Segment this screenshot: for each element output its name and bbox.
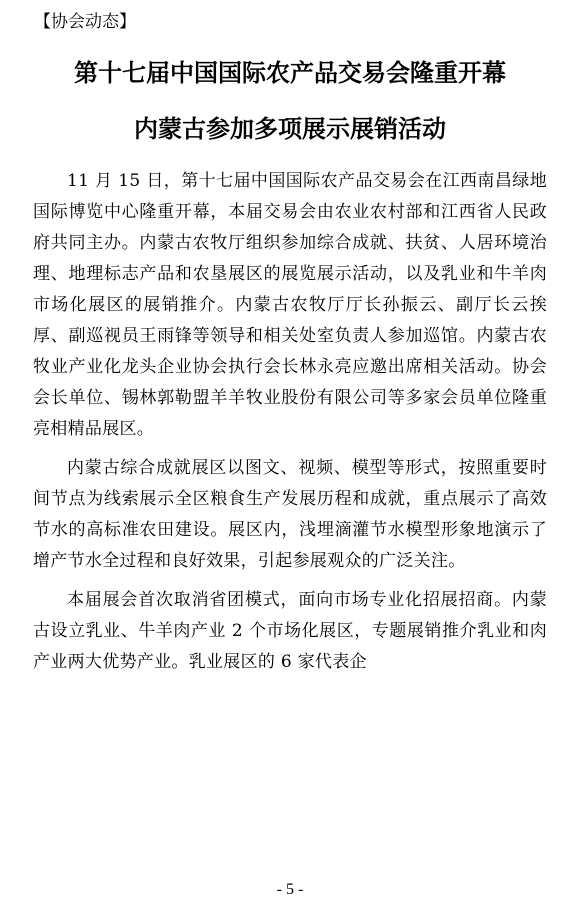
paragraph-1: 11 月 15 日，第十七届中国国际农产品交易会在江西南昌绿地国际博览中心隆重开幕，本届交易会由农业农村部和江西省人民政府共同主办。内蒙古农牧厅组织参加综合成就、扶贫、人居环境治理、地理标志产品和农垦展区的展览展示活动，以及乳业和牛羊肉市场化展区的展销推介。内蒙古农牧厅厅长孙振云、副厅长云挨厚、副巡视员王雨锋等领导和相关处室负责人参加巡馆。内蒙古农牧业产业化龙头企业协会执行会长林永亮应邀出席相关活动。协会会长单位、锡林郭勒盟羊羊牧业股份有限公司等多家会员单位隆重亮相精品展区。 xyxy=(33,171,547,439)
page-number: - 5 - xyxy=(276,881,304,898)
article-title-line-1: 第十七届中国国际农产品交易会隆重开幕 xyxy=(74,59,506,87)
article-body xyxy=(33,166,547,686)
section-tag: 【协会动态】 xyxy=(34,12,136,32)
article-title-line-2: 内蒙古参加多项展示展销活动 xyxy=(134,115,446,143)
paragraph-3: 本届展会首次取消省团模式，面向市场专业化招展招商。内蒙古设立乳业、牛羊肉产业 2 个市场化展区，专题展销推介乳业和肉产业两大优势产业。乳业展区的 6 家代表企 xyxy=(33,590,547,672)
paragraph-2: 内蒙古综合成就展区以图文、视频、模型等形式，按照重要时间节点为线索展示全区粮食生产发展历程和成就，重点展示了高效节水的高标准农田建设。展区内，浅埋滴灌节水模型形象地演示了增产节水全过程和良好效果，引起参展观众的广泛关注。 xyxy=(33,458,547,571)
